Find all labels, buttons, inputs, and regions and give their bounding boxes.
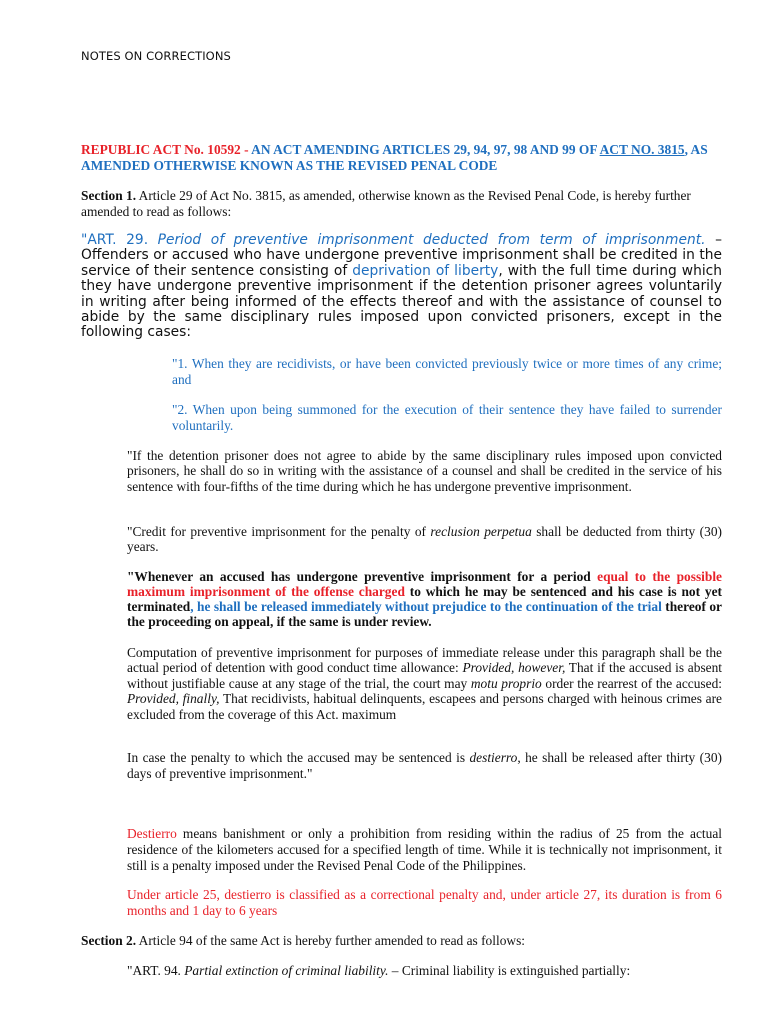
article-29 — [81, 233, 722, 341]
paragraph-disagree: "If the detention prisoner does not agree to abide by the same disciplinary rules imposed upon convicted prisoners, he shall do so in writing with the assistance of a counsel and shall be credited in the service of his sentence with four-fifths of the time during which he has undergone preventive imprisonment. — [127, 448, 722, 494]
section-1-label: Section 1. — [81, 188, 137, 203]
art94-text: – Criminal liability is extinguished partially: — [388, 963, 631, 978]
art29-text1: Offenders or accused who have undergone preventive imprisonment shall be credited in the service of their sentence consisting of — [81, 247, 722, 279]
art94-heading: Partial extinction of criminal liability. — [184, 963, 389, 978]
computation-text2: That if the accused is absent without justifiable cause at any stage of the trial, the court may — [127, 660, 723, 691]
whenever-text1: "Whenever an accused has undergone preventive imprisonment for a period — [127, 569, 598, 584]
act-number: REPUBLIC ACT No. 10592 — [81, 142, 241, 157]
art29-dash: – — [705, 232, 722, 248]
computation-em2: motu proprio — [470, 675, 542, 691]
article-94 — [127, 963, 722, 979]
paragraph-article-25: Under article 25, destierro is classified as a correctional penalty and, under article 27, its duration is from 6 months and 1 day to 6 years — [127, 887, 722, 918]
art29-open: "ART. 29. — [81, 232, 158, 248]
paragraph-credit — [127, 524, 722, 555]
art94-open: "ART. 94. — [127, 963, 185, 978]
art29-text2: , with the full time during which they have undergone preventive imprisonment if the detention prisoner agrees voluntarily in writing after being informed of the effects thereof and with the assistance of counsel to abide by the same disciplinary rules imposed upon convicted prisoners, except in the following cases: — [81, 262, 722, 341]
destierro-case-text1: In case the penalty to which the accused may be sentenced is — [127, 750, 470, 765]
exception-case-1: "1. When they are recidivists, or have been convicted previously twice or more times of any crime; and — [172, 356, 722, 387]
computation-em3: Provided, finally, — [127, 691, 220, 707]
page-header: NOTES ON CORRECTIONS — [81, 49, 231, 63]
credit-text1: "Credit for preventive imprisonment for the penalty of — [127, 524, 431, 539]
section-1 — [81, 188, 711, 220]
art29-heading: Period of preventive imprisonment deducted from term of imprisonment. — [157, 232, 706, 248]
act-title-part2: , AS AMENDED OTHERWISE KNOWN AS THE REVISED PENAL CODE — [81, 142, 708, 173]
section-2-text: Article 94 of the same Act is hereby further amended to read as follows: — [136, 933, 525, 948]
exception-case-2: "2. When upon being summoned for the execution of their sentence they have failed to surrender voluntarily. — [172, 402, 722, 433]
credit-text2: shall be deducted from thirty (30) years. — [127, 524, 722, 555]
section-1-text: Article 29 of Act No. 3815, as amended, otherwise known as the Revised Penal Code, is hereby further amended to read as follows: — [81, 188, 691, 219]
destierro-case-text2: , he shall be released after thirty (30) days of preventive imprisonment." — [127, 750, 722, 781]
art29-highlight: deprivation of liberty — [352, 262, 499, 279]
computation-text1: Computation of preventive imprisonment for purposes of immediate release under this paragraph shall be the actual period of detention with good conduct time allowance: — [127, 645, 722, 676]
destierro-definition-text: means banishment or only a prohibition from residing within the radius of 25 from the actual residence of the kilometers accused for a specified length of time. While it is technically not imprisonment, it still is a penalty imposed under the Revised Penal Code of the Philippines. — [127, 826, 722, 873]
paragraph-computation — [127, 645, 722, 722]
act-title — [81, 142, 714, 174]
destierro-case-em: destierro — [469, 750, 518, 765]
act-title-part1: AN ACT AMENDING ARTICLES 29, 94, 97, 98 AND 99 OF — [251, 142, 600, 157]
section-2-label: Section 2. — [81, 933, 137, 948]
whenever-blue: , he shall be released immediately without prejudice to the continuation of the trial — [190, 599, 662, 614]
paragraph-destierro-definition — [127, 826, 722, 874]
paragraph-destierro-case — [127, 750, 722, 782]
whenever-red: equal to the possible maximum imprisonment of the offense charged — [127, 569, 722, 599]
whenever-text2: to which he may be sentenced and his case is not yet terminated — [127, 584, 722, 614]
computation-text3: order the rearrest of the accused: — [541, 675, 722, 691]
paragraph-whenever — [127, 569, 722, 629]
computation-text4: That recidivists, habitual delinquents, escapees and persons charged with heinous crimes are excluded from the coverage of this Act. maximum — [127, 691, 722, 722]
destierro-term: Destierro — [127, 826, 177, 841]
computation-em1: Provided, however, — [462, 660, 566, 676]
title-separator: - — [240, 142, 252, 157]
act-3815-link[interactable]: ACT NO. 3815 — [599, 142, 685, 157]
credit-emphasis: reclusion perpetua — [430, 524, 532, 539]
section-2 — [81, 933, 711, 949]
whenever-text3: thereof or the proceeding on appeal, if the same is under review. — [127, 599, 722, 629]
